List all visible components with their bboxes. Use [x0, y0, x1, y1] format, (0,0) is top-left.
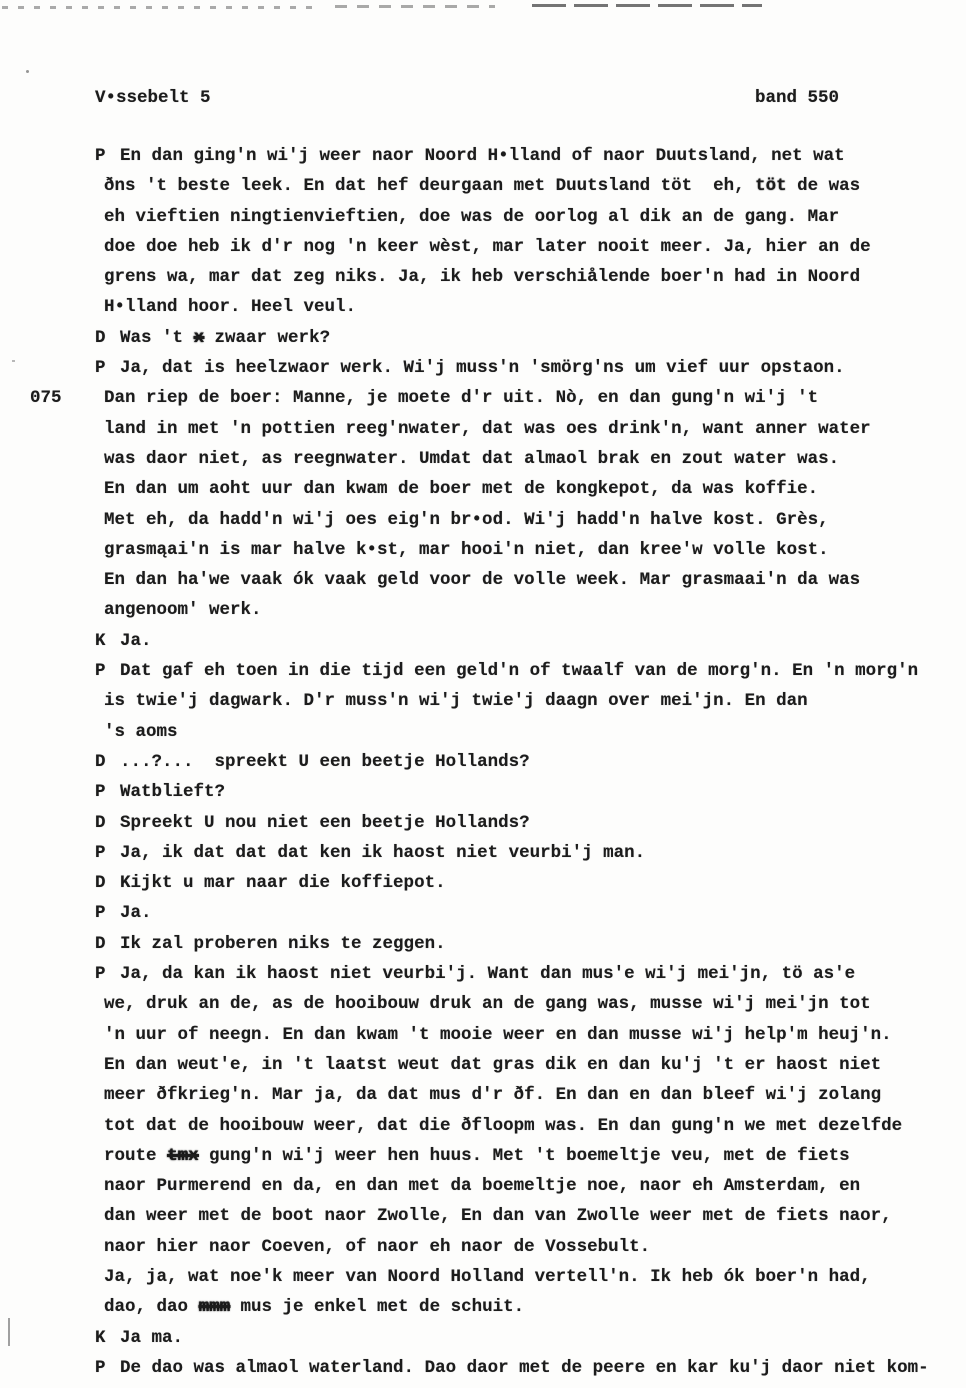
speaker-label: P [95, 782, 117, 803]
text-segment: Ja, dat is heelzwaor werk. Wi'j muss'n 'smörg'ns um vief uur opstaon. [120, 358, 845, 379]
dialogue-line [95, 232, 955, 262]
text-segment: we, druk an de, as de hooibouw druk an de gang was, musse wi'j mei'jn tot [104, 994, 871, 1015]
text-segment: En dan ha'we vaak ók vaak geld voor de volle week. Mar grasmaai'n da was [104, 570, 861, 591]
text-segment: eh vieftien ningtienvieftien, doe was de oorlog al dik an de gang. Mar [104, 206, 840, 227]
dialogue-line [95, 1353, 955, 1383]
text-segment: grasmąai'n is mar halve k•st, mar hooi'n niet, dan kree'w volle kost. [104, 539, 829, 560]
speaker-label: D [95, 873, 117, 894]
scan-artifact [12, 360, 15, 362]
struck-out-text: tmx [167, 1145, 199, 1166]
text-segment: gung'n wi'j weer hen huus. Met 't boemeltje veu, met de fiets [198, 1145, 850, 1166]
scan-artifact [2, 6, 322, 9]
dialogue-line [95, 141, 955, 171]
dialogue-line [95, 292, 955, 322]
speaker-label: K [95, 1327, 117, 1348]
text-segment: naor Purmerend en da, en dan met da boemeltje noe, naor eh Amsterdam, en [104, 1176, 861, 1197]
text-segment: naor hier naor Coeven, of naor eh naor de Vossebult. [104, 1236, 651, 1257]
text-segment: En dan um aoht uur dan kwam de boer met de kongkepot, da was koffie. [104, 479, 819, 500]
dialogue-line [95, 1171, 955, 1201]
dialogue-line [95, 898, 955, 928]
speaker-label: P [95, 903, 117, 924]
dialogue-line [95, 1201, 955, 1231]
text-segment: was daor niet, as reegnwater. Umdat dat almaol brak en zout water was. [104, 448, 840, 469]
speaker-label: P [95, 1357, 117, 1378]
text-segment: Ja. [120, 630, 152, 651]
scan-artifact [335, 5, 495, 8]
dialogue-line [95, 535, 955, 565]
text-segment: doe doe heb ik d'r nog 'n keer wèst, mar later nooit meer. Ja, hier an de [104, 236, 871, 257]
text-segment: Ja, ik dat dat dat ken ik haost niet veurbi'j man. [120, 842, 646, 863]
dialogue-line [95, 808, 955, 838]
dialogue-line [95, 414, 955, 444]
dialogue-line [95, 505, 955, 535]
dialogue-line [95, 1262, 955, 1292]
text-segment: angenoom' werk. [104, 600, 262, 621]
struck-out-text: mmm [198, 1297, 231, 1318]
dialogue-line [95, 626, 955, 656]
text-segment: Dat gaf eh toen in die tijd een geld'n of twaalf van de morg'n. En 'n morg'n [120, 661, 919, 682]
scan-artifact [26, 70, 29, 73]
dialogue-line [95, 777, 955, 807]
dialogue-line [95, 959, 955, 989]
text-segment: meer ðfkrieg'n. Mar ja, da dat mus d'r ðf. En dan en dan bleef wi'j zolang [104, 1085, 882, 1106]
scan-artifact [532, 4, 762, 7]
dialogue-line [95, 838, 955, 868]
dialogue-line [95, 1323, 955, 1353]
dialogue-line [95, 868, 955, 898]
dialogue-line [95, 1232, 955, 1262]
text-segment: dan weer met de boot naor Zwolle, En dan van Zwolle weer met de fiets naor, [104, 1206, 892, 1227]
text-segment: En dan weut'e, in 't laatst weut dat gras dik en dan ku'j 't er haost niet [104, 1054, 882, 1075]
speaker-label: K [95, 630, 117, 651]
dialogue-line [95, 656, 955, 686]
text-segment: land in met 'n pottien reeg'nwater, dat was oes drink'n, want anner water [104, 418, 871, 439]
struck-out-text: x [193, 327, 205, 348]
text-segment: ...?... spreekt U een beetje Hollands? [120, 751, 530, 772]
margin-number: 075 [30, 388, 62, 409]
text-segment: ðns 't beste leek. En dat hef deurgaan met Duutsland töt eh, [104, 176, 756, 197]
text-segment: En dan ging'n wi'j weer naor Noord H•lland of naor Duutsland, net wat [120, 146, 845, 166]
text-segment: 'n uur of neegn. En dan kwam 't mooie weer en dan musse wi'j help'm heuj'n. [104, 1024, 892, 1045]
dialogue-line [95, 1111, 955, 1141]
text-segment: tot dat de hooibouw weer, dat die ðfloopm was. En dan gung'n we met dezelfde [104, 1115, 903, 1136]
text-segment: Kijkt u mar naar die koffiepot. [120, 873, 446, 894]
speaker-label: P [95, 661, 117, 682]
dialogue-line [95, 595, 955, 625]
speaker-label: P [95, 358, 117, 379]
dialogue-line [95, 202, 955, 232]
speaker-label: P [95, 964, 117, 985]
document-title: V•ssebelt 5 [95, 88, 211, 108]
band-number: band 550 [755, 88, 840, 108]
text-segment: Ja ma. [120, 1327, 184, 1348]
speaker-label: D [95, 933, 117, 954]
text-segment: grens wa, mar dat zeg niks. Ja, ik heb verschiålende boer'n had in Noord [104, 267, 861, 288]
dialogue-line [95, 565, 955, 595]
text-segment: Dan riep de boer: Manne, je moete d'r uit. Nò, en dan gung'n wi'j 't [104, 388, 819, 409]
scan-artifact [8, 1318, 10, 1346]
text-segment: is twie'j dagwark. D'r muss'n wi'j twie'j daagn over mei'jn. En dan [104, 691, 808, 712]
text-segment: De dao was almaol waterland. Dao daor met de peere en kar ku'j daor niet kom- [120, 1357, 929, 1378]
text-segment: Ik zal proberen niks te zeggen. [120, 933, 446, 954]
dialogue-line [95, 989, 955, 1019]
dialogue-line [95, 929, 955, 959]
speaker-label: P [95, 146, 117, 166]
text-segment: de was [786, 176, 861, 197]
text-segment: Was 't [120, 327, 194, 348]
text-segment: töt [755, 176, 787, 197]
dialogue-line [95, 262, 955, 292]
dialogue-line [95, 1050, 955, 1080]
transcript-body [30, 141, 955, 1383]
dialogue-line [95, 717, 955, 747]
text-segment: Met eh, da hadd'n wi'j oes eig'n br•od. Wi'j hadd'n halve kost. Grès, [104, 509, 829, 530]
dialogue-line [95, 444, 955, 474]
text-segment: Ja, da kan ik haost niet veurbi'j. Want dan mus'e wi'j mei'jn, tö as'e [120, 964, 856, 985]
dialogue-line [95, 474, 955, 504]
dialogue-line [95, 171, 955, 201]
text-segment: Ja, ja, wat noe'k meer van Noord Holland vertell'n. Ik heb ók boer'n had, [104, 1266, 871, 1287]
text-segment: zwaar werk? [204, 327, 331, 348]
text-segment: route [104, 1145, 168, 1166]
text-segment: Watblieft? [120, 782, 226, 803]
speaker-label: P [95, 842, 117, 863]
dialogue-line [95, 1292, 955, 1322]
dialogue-line [30, 383, 955, 413]
dialogue-line [95, 1020, 955, 1050]
dialogue-line [95, 686, 955, 716]
dialogue-line [95, 747, 955, 777]
speaker-label: D [95, 751, 117, 772]
text-segment: H•lland hoor. Heel veul. [104, 297, 357, 318]
speaker-label: D [95, 327, 117, 348]
text-segment: 's aoms [104, 721, 178, 742]
text-segment: dao, dao [104, 1297, 199, 1318]
speaker-label: D [95, 812, 117, 833]
dialogue-line [95, 1141, 955, 1171]
text-segment: mus je enkel met de schuit. [230, 1297, 525, 1318]
dialogue-line [95, 353, 955, 383]
dialogue-line [95, 1080, 955, 1110]
dialogue-line [95, 323, 955, 353]
text-segment: Ja. [120, 903, 152, 924]
text-segment: Spreekt U nou niet een beetje Hollands? [120, 812, 530, 833]
